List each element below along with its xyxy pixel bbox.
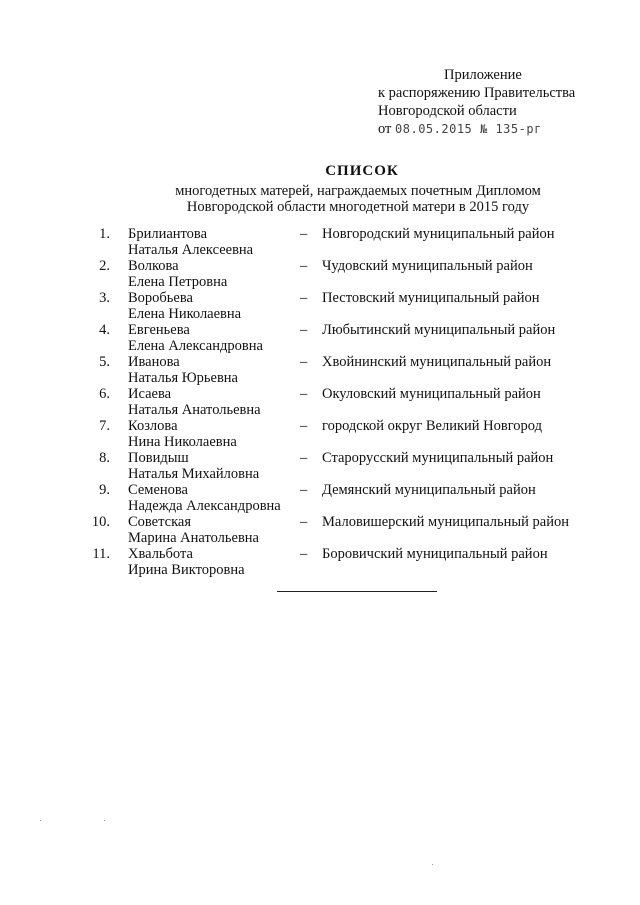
person-given-names: Наталья Анатольевна bbox=[128, 402, 261, 418]
list-item bbox=[0, 354, 640, 386]
list-item-person bbox=[128, 418, 308, 450]
person-surname: Советская bbox=[128, 514, 191, 530]
subtitle-line-1: многодетных матерей, награждаемых почетным Дипломом bbox=[175, 183, 541, 199]
list-item-dash: – bbox=[300, 514, 308, 530]
list-item-person bbox=[128, 322, 308, 354]
appendix-order-line: к распоряжению Правительства bbox=[378, 85, 576, 101]
person-given-names: Наталья Алексеевна bbox=[128, 242, 254, 258]
list-item-dash: – bbox=[300, 546, 308, 562]
list-item bbox=[0, 226, 640, 258]
list-item-number: 5. bbox=[99, 354, 110, 370]
list-item-district: Хвойнинский муниципальный район bbox=[322, 354, 552, 370]
list-item-dash: – bbox=[300, 418, 308, 434]
person-surname: Брилиантова bbox=[128, 226, 208, 242]
list-item-person bbox=[128, 226, 308, 258]
list-item-number: 3. bbox=[99, 290, 110, 306]
list-item-district: Новгородский муниципальный район bbox=[322, 226, 555, 242]
list-item bbox=[0, 258, 640, 290]
list-item-person bbox=[128, 258, 308, 290]
list-item bbox=[0, 290, 640, 322]
person-given-names: Марина Анатольевна bbox=[128, 530, 259, 546]
list-item-number: 1. bbox=[99, 226, 110, 242]
person-surname: Исаева bbox=[128, 386, 172, 402]
list-item bbox=[0, 514, 640, 546]
list-item-dash: – bbox=[300, 450, 308, 466]
list-item-dash: – bbox=[300, 386, 308, 402]
subtitle-line-2: Новгородской области многодетной матери в 2015 году bbox=[186, 199, 530, 215]
list-item-dash: – bbox=[300, 258, 308, 274]
end-rule bbox=[277, 591, 437, 592]
appendix-region-line: Новгородской области bbox=[378, 103, 517, 119]
scan-speck bbox=[40, 820, 41, 821]
list-item-person bbox=[128, 354, 308, 386]
list-item-person bbox=[128, 514, 308, 546]
list-item bbox=[0, 546, 640, 578]
list-item-dash: – bbox=[300, 322, 308, 338]
list-item-number: 10. bbox=[91, 514, 110, 530]
person-surname: Козлова bbox=[128, 418, 178, 434]
list-item-number: 4. bbox=[99, 322, 110, 338]
list-item-district: Старорусский муниципальный район bbox=[322, 450, 554, 466]
list-item-number: 8. bbox=[99, 450, 110, 466]
list-item-dash: – bbox=[300, 226, 308, 242]
appendix-date-line bbox=[378, 120, 618, 138]
list-item bbox=[0, 386, 640, 418]
person-surname: Иванова bbox=[128, 354, 180, 370]
document-subtitle bbox=[0, 183, 640, 215]
list-item bbox=[0, 322, 640, 354]
scan-speck bbox=[432, 864, 433, 865]
appendix-label: Приложение bbox=[444, 67, 522, 83]
appendix-date-prefix: от bbox=[378, 121, 392, 137]
list-item-dash: – bbox=[300, 290, 308, 306]
person-given-names: Ирина Викторовна bbox=[128, 562, 245, 578]
list-item bbox=[0, 418, 640, 450]
list-item-person bbox=[128, 546, 308, 578]
person-surname: Семенова bbox=[128, 482, 188, 498]
list-item-district: Боровичский муниципальный район bbox=[322, 546, 548, 562]
list-item-person bbox=[128, 290, 308, 322]
person-surname: Воробьева bbox=[128, 290, 193, 306]
person-given-names: Наталья Юрьевна bbox=[128, 370, 238, 386]
list-item-person bbox=[128, 386, 308, 418]
list-item-person bbox=[128, 450, 308, 482]
list-item-number: 2. bbox=[99, 258, 110, 274]
list-item-district: городской округ Великий Новгород bbox=[322, 418, 543, 434]
person-given-names: Надежда Александровна bbox=[128, 498, 281, 514]
person-given-names: Елена Петровна bbox=[128, 274, 228, 290]
list-item-district: Чудовский муниципальный район bbox=[322, 258, 533, 274]
list-item-dash: – bbox=[300, 482, 308, 498]
person-surname: Евгеньева bbox=[128, 322, 190, 338]
list-item-district: Демянский муниципальный район bbox=[322, 482, 536, 498]
person-surname: Повидыш bbox=[128, 450, 189, 466]
document-title: СПИСОК bbox=[325, 163, 399, 179]
person-given-names: Елена Николаевна bbox=[128, 306, 242, 322]
list-item-person bbox=[128, 482, 308, 514]
list-item-number: 6. bbox=[99, 386, 110, 402]
list-item-district: Любытинский муниципальный район bbox=[322, 322, 556, 338]
list-item-district: Маловишерский муниципальный район bbox=[322, 514, 570, 530]
person-surname: Хвальбота bbox=[128, 546, 193, 562]
list-item-number: 7. bbox=[99, 418, 110, 434]
person-given-names: Елена Александровна bbox=[128, 338, 263, 354]
person-given-names: Нина Николаевна bbox=[128, 434, 237, 450]
list-item bbox=[0, 450, 640, 482]
person-surname: Волкова bbox=[128, 258, 179, 274]
scan-speck bbox=[104, 820, 105, 821]
list-item-district: Пестовский муниципальный район bbox=[322, 290, 540, 306]
list-item-dash: – bbox=[300, 354, 308, 370]
appendix-header bbox=[378, 66, 618, 138]
list-item-number: 9. bbox=[99, 482, 110, 498]
list-item-district: Окуловский муниципальный район bbox=[322, 386, 541, 402]
person-given-names: Наталья Михайловна bbox=[128, 466, 260, 482]
list-item bbox=[0, 482, 640, 514]
appendix-date-stamp: 08.05.2015 № 135-рг bbox=[395, 122, 542, 136]
list-item-number: 11. bbox=[92, 546, 110, 562]
